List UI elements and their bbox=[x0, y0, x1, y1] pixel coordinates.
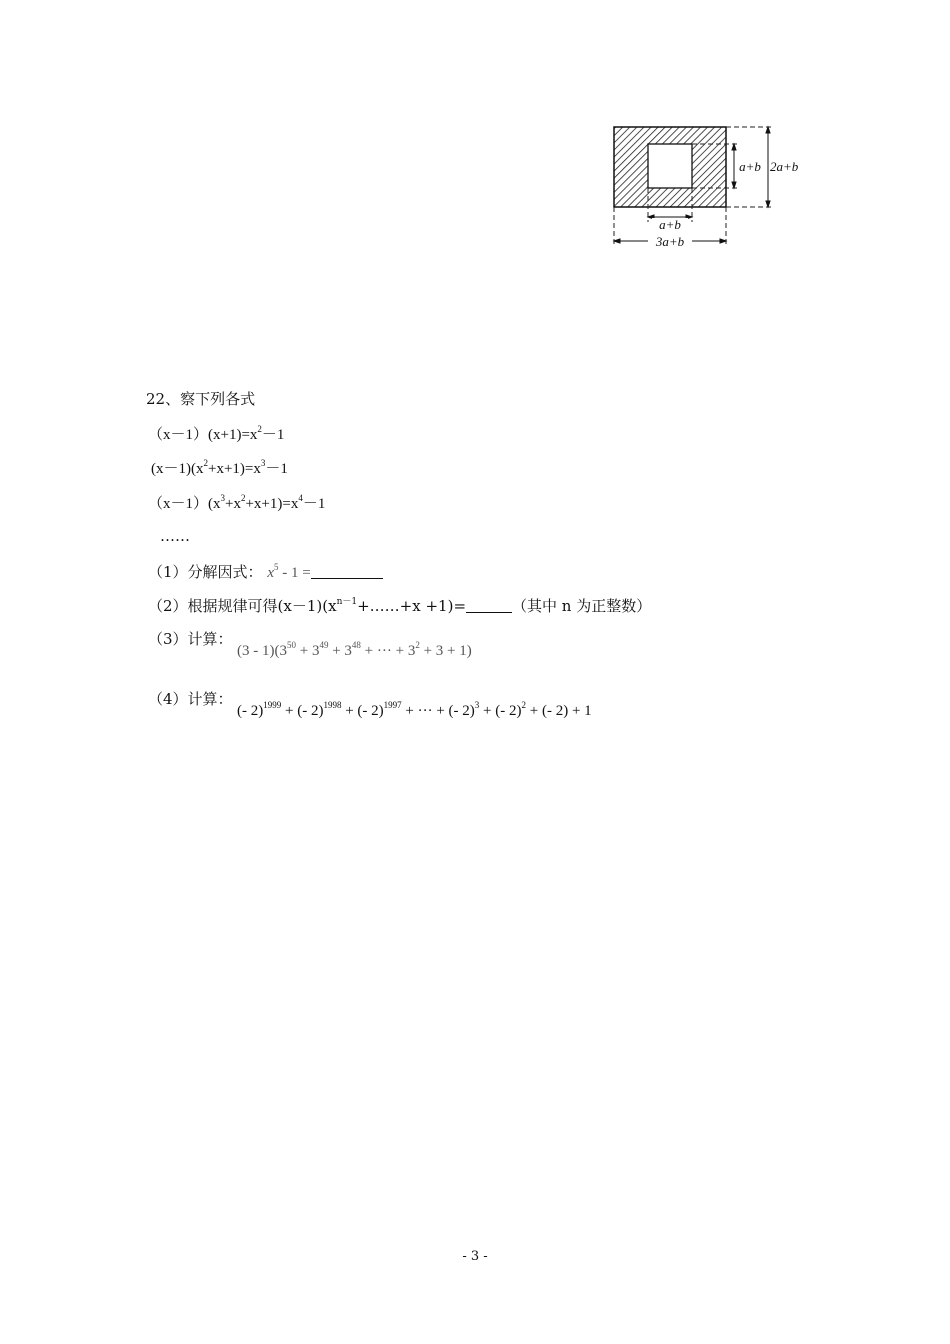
label-inner-width: a+b bbox=[659, 217, 681, 232]
answer-blank-2[interactable] bbox=[466, 598, 512, 613]
answer-blank-1[interactable] bbox=[311, 564, 383, 579]
question-2: （2）根据规律可得$(x-1)(x^{n-1}+\dots\dots+x +1)=$ （其中 n 为正整数） bbox=[148, 597, 652, 615]
equation-2: $(x-1)(x^2+x+1)=x^3-1$ bbox=[151, 458, 288, 477]
question-1: （1）分解因式： $x^5 - 1$ = bbox=[148, 561, 383, 582]
question-3-expression: $(3 - 1)(3^{50} + 3^{49} + 3^{48}$ + ··· + $3^2 + 3 + 1$) bbox=[237, 640, 472, 659]
equation-3: $(x-1)(x^3+x^2+x+1)=x^4-1$ bbox=[148, 493, 326, 512]
question-3: （3）计算： bbox=[148, 630, 233, 648]
question-4-expression: (- 2)$^{1999}$ + (- 2)$^{1998}$ + (- 2)$^{1997}$ + ··· + (- 2)$^3$ + (- 2)$^2$ + (- 2) + 1 bbox=[237, 700, 592, 719]
rectangle-figure bbox=[608, 120, 818, 255]
label-total-height: 2a+b bbox=[770, 159, 799, 174]
question-4: （4）计算： bbox=[148, 690, 233, 708]
inner-square bbox=[648, 144, 692, 188]
label-inner-height: a+b bbox=[739, 159, 761, 174]
equation-1: $(x-1)(x+1)=x^2-1$ bbox=[148, 424, 285, 443]
ellipsis: …… bbox=[160, 527, 190, 545]
label-total-width: 3a+b bbox=[655, 234, 685, 249]
problem-title: 22、察下列各式 bbox=[146, 390, 256, 408]
page-number: - 3 - bbox=[462, 1249, 488, 1264]
